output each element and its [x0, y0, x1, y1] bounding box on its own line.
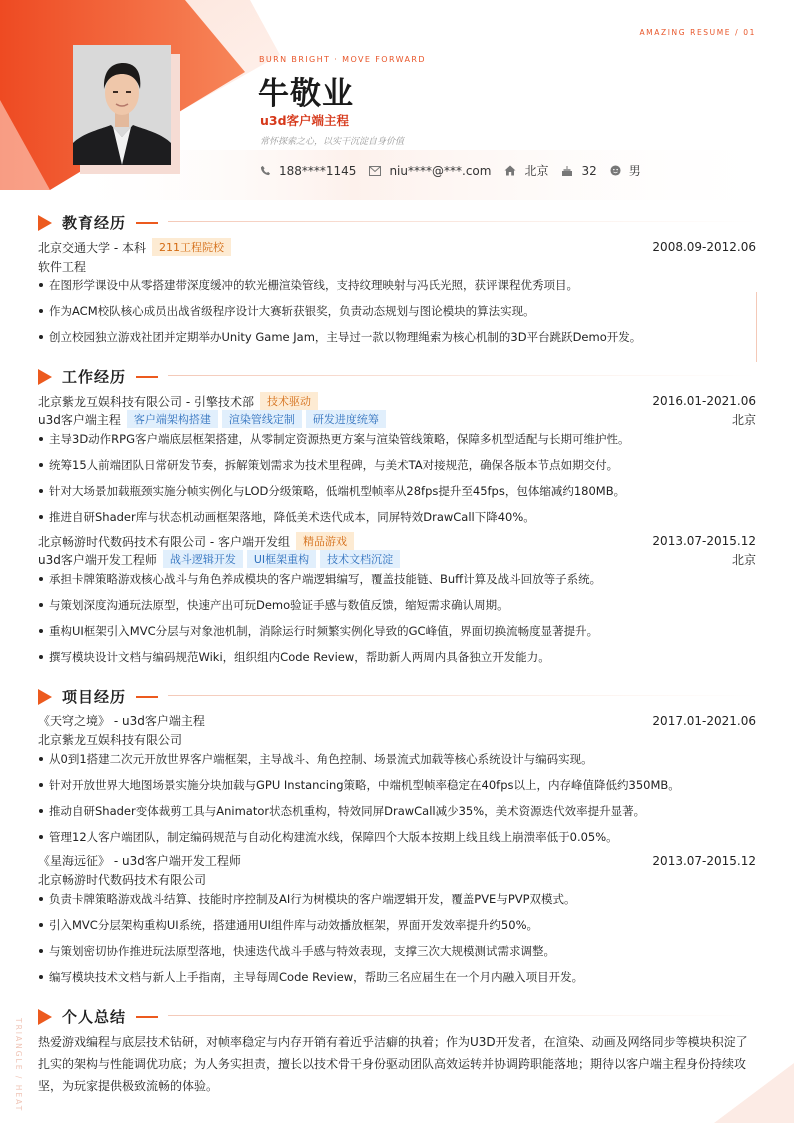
triangle-icon: [38, 369, 52, 385]
list-item: 作为ACM校队核心成员出战省级程序设计大赛斩获银奖，负责动态规划与图论模块的算法实现。: [38, 298, 758, 324]
project-name: 《星海远征》 - u3d客户端开发工程师: [38, 854, 241, 868]
contact-phone-text: 188****1145: [279, 163, 357, 178]
skill-tag: 研发进度统筹: [306, 410, 386, 428]
project-period: 2013.07-2015.12: [652, 853, 756, 868]
education-school: 北京交通大学 - 本科: [38, 240, 146, 255]
section-divider: [168, 221, 756, 222]
project-name: 《天穹之境》 - u3d客户端主程: [38, 714, 205, 728]
work-location: 北京: [731, 552, 756, 567]
education-period: 2008.09-2012.06: [652, 240, 756, 254]
project-row: [38, 852, 756, 869]
work-period: 2016.01-2021.06: [652, 394, 756, 408]
motto: 常怀探索之心，以实干沉淀自身价值: [260, 137, 405, 147]
title-dash: [136, 376, 158, 378]
project-period: 2017.01-2021.06: [652, 713, 756, 728]
education-tag: 211工程院校: [152, 238, 231, 256]
section-title-text: 项目经历: [62, 688, 127, 706]
accent-bar: [756, 292, 757, 362]
list-item: 重构UI框架引入MVC分层与对象池机制，消除运行时频繁实例化导致的GC峰值，界面切换流畅度显著提升。: [38, 618, 758, 644]
section-projects-title: [38, 686, 158, 707]
work-company-row: [38, 392, 756, 410]
list-item: 推动自研Shader变体裁剪工具与Animator状态机重构，特效同屏DrawCall减少35%，美术资源迭代效率提升显著。: [38, 798, 758, 824]
contact-gender-text: 男: [628, 164, 641, 178]
home-icon: [504, 165, 516, 176]
education-major: 软件工程: [38, 260, 87, 274]
project-company: 北京紫龙互娱科技有限公司: [38, 733, 183, 747]
contact-age-text: 32: [581, 163, 597, 178]
project-bullets: [38, 746, 758, 850]
skill-tag: 渲染管线定制: [222, 410, 302, 428]
list-item: 与策划深度沟通玩法原型，快速产出可玩Demo验证手感与数值反馈，缩短需求确认周期。: [38, 592, 758, 618]
skill-tag: UI框架重构: [247, 550, 316, 568]
triangle-icon: [38, 689, 52, 705]
list-item: 负责卡牌策略游戏战斗结算、技能时序控制及AI行为树模块的客户端逻辑开发，覆盖PVE与PVP双模式。: [38, 886, 758, 912]
skill-tag: 客户端架构搭建: [127, 410, 218, 428]
candidate-name: 牛敬业: [258, 76, 354, 112]
list-item: 统筹15人前端团队日常研发节奏，拆解策划需求为技术里程碑，与美术TA对接规范，确保各版本节点如期交付。: [38, 452, 758, 478]
contact-city: [504, 162, 548, 179]
work-location: 北京: [731, 412, 756, 427]
work-tag: 精品游戏: [296, 532, 354, 550]
list-item: 主导3D动作RPG客户端底层框架搭建，从零制定资源热更方案与渲染管线策略，保障多机型适配与长期可维护性。: [38, 426, 758, 452]
summary-text: 热爱游戏编程与底层技术钻研，对帧率稳定与内存开销有着近乎洁癖的执着；作为U3D开发者，在渲染、动画及网络同步等模块积淀了扎实的架构与性能调优功底；为人务实担责，擅长以技术骨干身份驱动团队高效运转并协调跨职能落地；期待以客户端主程身份持续攻坚，为玩家提供极致流畅的体验。: [38, 1035, 748, 1093]
face-icon: [610, 165, 621, 176]
work-period: 2013.07-2015.12: [652, 534, 756, 548]
skill-tag: 技术文档沉淀: [320, 550, 400, 568]
contact-email-text: niu****@***.com: [389, 163, 492, 178]
list-item: 编写模块技术文档与新人上手指南，主导每周Code Review，帮助三名应届生在一个月内融入项目开发。: [38, 964, 758, 990]
list-item: 引入MVC分层架构重构UI系统，搭建通用UI组件库与动效播放框架，界面开发效率提升约50%。: [38, 912, 758, 938]
list-item: 推进自研Shader库与状态机动画框架落地，降低美术迭代成本，同屏特效DrawCall下降40%。: [38, 504, 758, 530]
work-title: u3d客户端主程: [38, 412, 121, 427]
section-divider: [168, 375, 756, 376]
skill-tag: 战斗逻辑开发: [163, 550, 243, 568]
list-item: 与策划密切协作推进玩法原型落地，快速迭代战斗手感与特效表现，支撑三次大规模测试需求调整。: [38, 938, 758, 964]
work-company-row: [38, 532, 756, 550]
contact-gender: [610, 162, 641, 179]
contact-bar: [260, 162, 654, 179]
triangle-icon: [38, 1009, 52, 1025]
section-summary-title: [38, 1006, 158, 1027]
list-item: 撰写模块设计文档与编码规范Wiki，组织组内Code Review，帮助新人两周内具备独立开发能力。: [38, 644, 758, 670]
section-title-text: 教育经历: [62, 214, 127, 232]
work-bullets: [38, 566, 758, 670]
title-dash: [136, 696, 158, 698]
title-dash: [136, 222, 158, 224]
project-row: [38, 712, 756, 729]
title-dash: [136, 1016, 158, 1018]
list-item: 从0到1搭建二次元开放世界客户端框架，主导战斗、角色控制、场景流式加载等核心系统设计与编码实现。: [38, 746, 758, 772]
section-title-text: 工作经历: [62, 368, 127, 386]
section-divider: [168, 1015, 756, 1016]
education-row: [38, 238, 756, 256]
phone-icon: [260, 165, 271, 176]
section-work-title: [38, 366, 158, 387]
candidate-role: u3d客户端主程: [260, 113, 350, 128]
contact-city-text: 北京: [524, 164, 549, 178]
list-item: 创立校园独立游戏社团并定期举办Unity Game Jam，主导过一款以物理绳索为核心机制的3D平台跳跃Demo开发。: [38, 324, 758, 350]
section-education-title: [38, 212, 158, 233]
contact-email: [369, 164, 491, 178]
mail-icon: [369, 166, 381, 176]
triangle-icon: [38, 215, 52, 231]
list-item: 承担卡牌策略游戏核心战斗与角色养成模块的客户端逻辑编写，覆盖技能链、Buff计算及战斗回放等子系统。: [38, 566, 758, 592]
side-tag: TRIANGLE / HEAT: [14, 1018, 23, 1113]
contact-phone: [260, 164, 356, 178]
slogan: BURN BRIGHT · MOVE FORWARD: [259, 55, 426, 64]
work-company: 北京紫龙互娱科技有限公司 - 引擎技术部: [38, 394, 254, 409]
work-bullets: [38, 426, 758, 530]
list-item: 针对大场景加载瓶颈实施分帧实例化与LOD分级策略，低端机型帧率从28fps提升至45fps，包体缩减约180MB。: [38, 478, 758, 504]
cake-icon: [561, 165, 573, 177]
work-company: 北京畅游时代数码技术有限公司 - 客户端开发组: [38, 534, 290, 549]
project-company: 北京畅游时代数码技术有限公司: [38, 873, 207, 887]
section-divider: [168, 695, 756, 696]
list-item: 管理12人客户端团队，制定编码规范与自动化构建流水线，保障四个大版本按期上线且线上崩溃率低于0.05%。: [38, 824, 758, 850]
work-tag: 技术驱动: [260, 392, 318, 410]
avatar: [73, 45, 171, 165]
list-item: 在图形学课设中从零搭建带深度缓冲的软光栅渲染管线，支持纹理映射与冯氏光照，获评课程优秀项目。: [38, 272, 758, 298]
contact-age: [561, 164, 596, 178]
work-title: u3d客户端开发工程师: [38, 552, 157, 567]
education-bullets: [38, 272, 758, 350]
corner-tag: AMAZING RESUME / 01: [639, 28, 756, 37]
project-bullets: [38, 886, 758, 990]
list-item: 针对开放世界大地图场景实施分块加载与GPU Instancing策略，中端机型帧率稳定在40fps以上，内存峰值降低约350MB。: [38, 772, 758, 798]
section-title-text: 个人总结: [62, 1008, 127, 1026]
